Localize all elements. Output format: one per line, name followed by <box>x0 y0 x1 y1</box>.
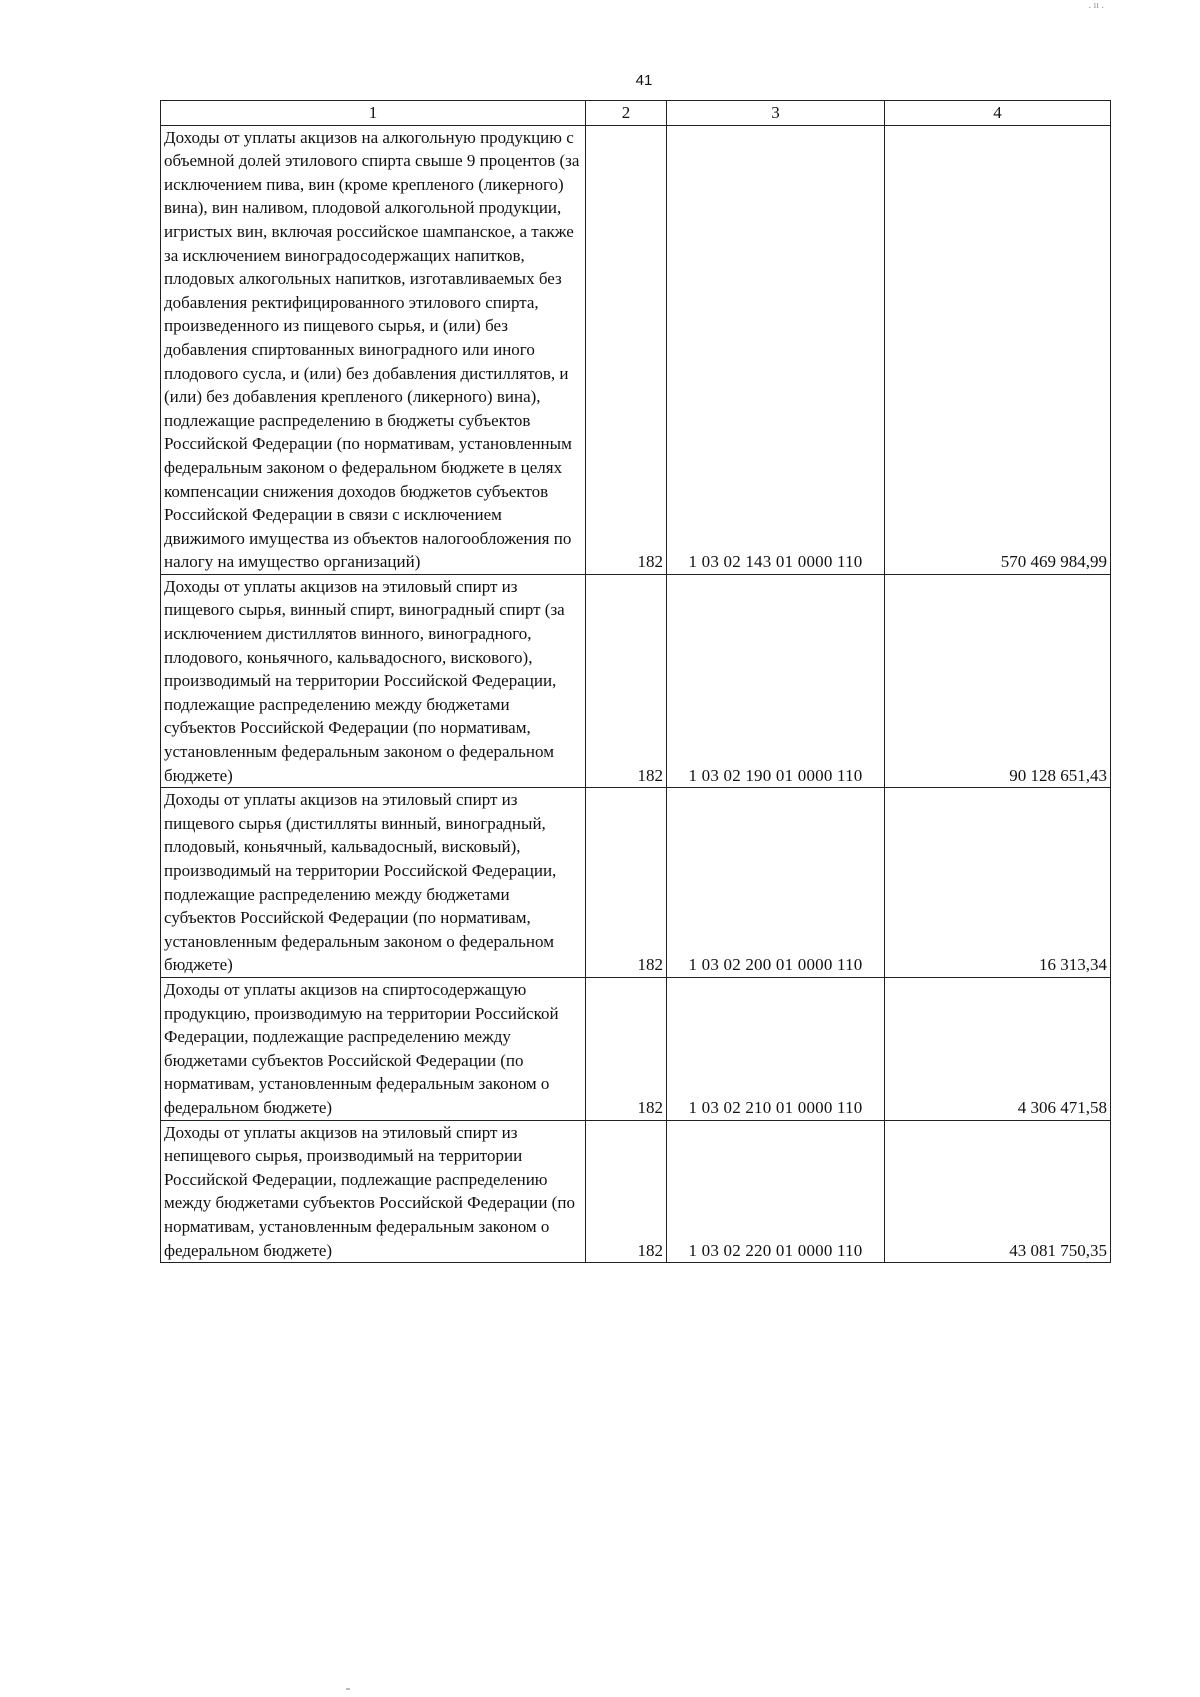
row-amount: 4 306 471,58 <box>885 977 1111 1120</box>
row-description: Доходы от уплаты акцизов на спиртосодержащую продукцию, производимую на территории Российской Федерации, подлежащие распределению между бюджетами субъектов Российской Федерации (по нормативам, установленным федеральным законом о федеральном бюджете) <box>161 977 586 1120</box>
row-kbk: 1 03 02 190 01 0000 110 <box>667 574 885 787</box>
row-admin-code: 182 <box>586 574 667 787</box>
table-row <box>161 125 1111 574</box>
table-row <box>161 788 1111 978</box>
row-admin-code: 182 <box>586 977 667 1120</box>
row-kbk: 1 03 02 210 01 0000 110 <box>667 977 885 1120</box>
table-row <box>161 574 1111 787</box>
header-row <box>161 101 1111 126</box>
row-description: Доходы от уплаты акцизов на этиловый спирт из непищевого сырья, производимый на территории Российской Федерации, подлежащие распределению между бюджетами субъектов Российской Федерации (по нормативам, установленным федеральным законом о федеральном бюджете) <box>161 1120 586 1263</box>
row-description: Доходы от уплаты акцизов на этиловый спирт из пищевого сырья, винный спирт, виноградный спирт (за исключением дистиллятов винного, виноградного, плодового, коньячного, кальвадосного, вискового), производимый на территории Российской Федерации, подлежащие распределению между бюджетами субъектов Российской Федерации (по нормативам, установленным федеральным законом о федеральном бюджете) <box>161 574 586 787</box>
row-admin-code: 182 <box>586 125 667 574</box>
row-amount: 90 128 651,43 <box>885 574 1111 787</box>
corner-mark: . ıı . <box>1088 0 1104 11</box>
header-col-4: 4 <box>885 101 1111 126</box>
row-description: Доходы от уплаты акцизов на алкогольную продукцию с объемной долей этилового спирта свыше 9 процентов (за исключением пива, вин (кроме крепленого (ликерного) вина), вин наливом, плодовой алкогольной продукции, игристых вин, включая российское шампанское, а также за исключением виноградосодержащих напитков, плодовых алкогольных напитков, изготавливаемых без добавления ректифицированного этилового спирта, произведенного из пищевого сырья, и (или) без добавления спиртованных виноградного или иного плодового сусла, и (или) без добавления дистиллятов, и (или) без добавления крепленого (ликерного) вина), подлежащие распределению в бюджеты субъектов Российской Федерации (по нормативам, установленным федеральным законом о федеральном бюджете в целях компенсации снижения доходов бюджетов субъектов Российской Федерации в связи с исключением движимого имущества из объектов налогообложения по налогу на имущество организаций) <box>161 125 586 574</box>
row-kbk: 1 03 02 143 01 0000 110 <box>667 125 885 574</box>
table-row <box>161 977 1111 1120</box>
row-description: Доходы от уплаты акцизов на этиловый спирт из пищевого сырья (дистилляты винный, виноградный, плодовый, коньячный, кальвадосный, висковый), производимый на территории Российской Федерации, подлежащие распределению между бюджетами субъектов Российской Федерации (по нормативам, установленным федеральным законом о федеральном бюджете) <box>161 788 586 978</box>
header-col-3: 3 <box>667 101 885 126</box>
revenue-table <box>160 100 1111 1263</box>
scan-speck <box>346 1688 350 1690</box>
row-amount: 16 313,34 <box>885 788 1111 978</box>
row-amount: 570 469 984,99 <box>885 125 1111 574</box>
row-amount: 43 081 750,35 <box>885 1120 1111 1263</box>
table-row <box>161 1120 1111 1263</box>
page-number: 41 <box>635 72 653 89</box>
header-col-2: 2 <box>586 101 667 126</box>
row-kbk: 1 03 02 200 01 0000 110 <box>667 788 885 978</box>
row-admin-code: 182 <box>586 788 667 978</box>
row-admin-code: 182 <box>586 1120 667 1263</box>
header-col-1: 1 <box>161 101 586 126</box>
row-kbk: 1 03 02 220 01 0000 110 <box>667 1120 885 1263</box>
